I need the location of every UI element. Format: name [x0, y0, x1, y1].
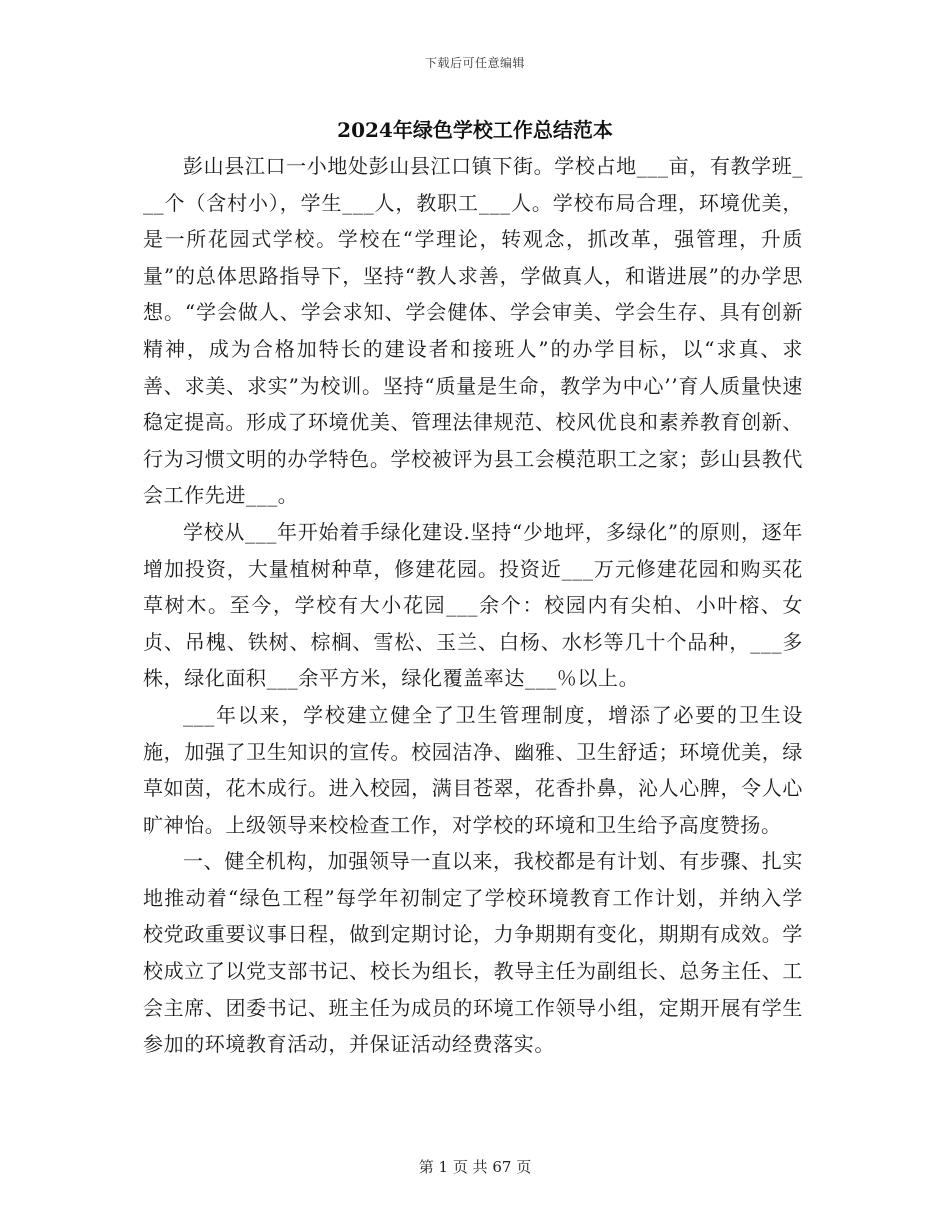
document-body	[143, 148, 803, 1063]
paragraph-organization: 一、健全机构，加强领导一直以来，我校都是有计划、有步骤、扎实地推动着“绿色工程”每学年初制定了学校环境教育工作计划，并纳入学校党政重要议事日程，做到定期讨论，力争期期有变化，期期有成效。学校成立了以党支部书记、校长为组长，教导主任为副组长、总务主任、工会主席、团委书记、班主任为成员的环境工作领导小组，定期开展有学生参加的环境教育活动，并保证活动经费落实。	[143, 849, 803, 1057]
page-number: 第 1 页 共 67 页	[418, 1158, 532, 1176]
paragraph-intro: 彭山县江口一小地处彭山县江口镇下街。学校占地___亩，有教学班___个（含村小），学生___人，教职工___人。学校布局合理，环境优美，是一所花园式学校。学校在“学理论，转观念，抓改革，强管理，升质量”的总体思路指导下，坚持“教人求善，学做真人，和谐进展”的办学思想。“学会做人、学会求知、学会健体、学会审美、学会生存、具有创新精神，成为合格加特长的建设者和接班人”的办学目标，以“求真、求善、求美、求实”为校训。坚持“质量是生命，教学为中心’’育人质量快速稳定提高。形成了环境优美、管理法律规范、校风优良和素养教育创新、行为习惯文明的办学特色。学校被评为县工会模范职工之家；彭山县教代会工作先进___。	[143, 154, 803, 508]
paragraph-greening: 学校从___年开始着手绿化建设.坚持“少地坪，多绿化”的原则，逐年增加投资，大量植树种草，修建花园。投资近___万元修建花园和购买花草树木。至今，学校有大小花园___余个：校园内有尖柏、小叶榕、女贞、吊槐、铁树、棕榈、雪松、玉兰、白杨、水杉等几十个品种，___多株，绿化面积___余平方米，绿化覆盖率达___％以上。	[143, 519, 803, 691]
document-title: 2024年绿色学校工作总结范本	[337, 118, 613, 142]
paragraph-hygiene: ___年以来，学校建立健全了卫生管理制度，增添了必要的卫生设施，加强了卫生知识的宣传。校园洁净、幽雅、卫生舒适；环境优美，绿草如茵，花木成行。进入校园，满目苍翠，花香扑鼻，沁人心脾，令人心旷神怡。上级领导来校检查工作，对学校的环境和卫生给予高度赞扬。	[143, 702, 803, 837]
header-note: 下载后可任意编辑	[424, 56, 525, 70]
